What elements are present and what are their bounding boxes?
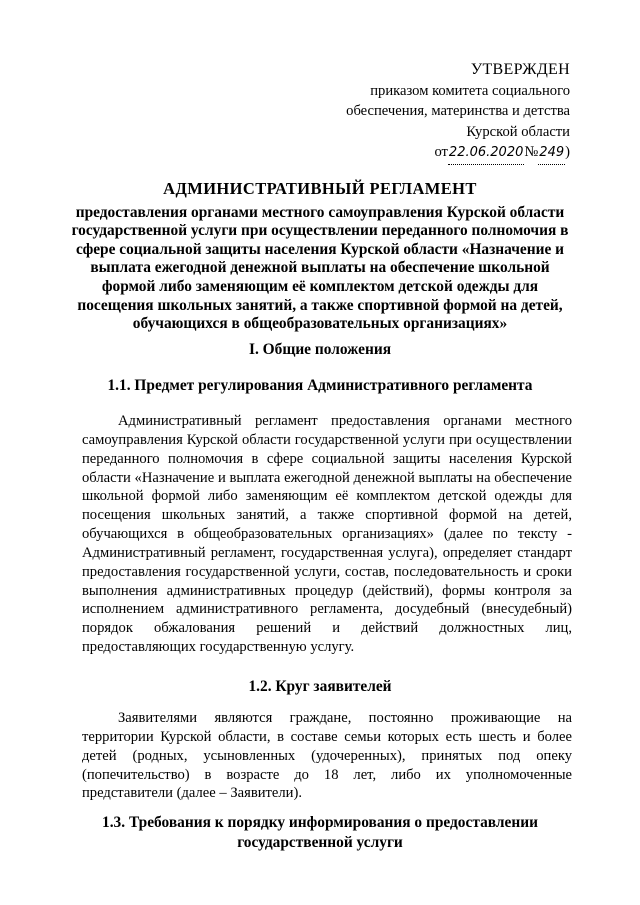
section-heading-1-3-line-2: государственной услуги: [237, 833, 403, 851]
date-prefix: от: [434, 144, 448, 160]
document-title: АДМИНИСТРАТИВНЫЙ РЕГЛАМЕНТ: [163, 179, 477, 198]
approval-heading: УТВЕРЖДЕН: [470, 61, 570, 78]
paragraph-1-1: Административный регламент предоставления органами местного самоуправления Курской области государственной услуги при осуществлении переданного полномочия в сфере социальной защиты населения Курской области «Назначение и выплата ежегодной денежной выплаты на обеспечение школьной формой либо заменяющим её комплектом детской одежды для посещения школьных занятий, а также спортивной формой на детей, обучающихся в общеобразовательных организациях» (далее по тексту - Административный регламент, государственная услуга), определяет стандарт предоставления государственной услуги, состав, последовательность и сроки выполнения административных процедур (действий), формы контроля за исполнением административного регламента, досудебный (внесудебный) порядок обжалования решений и действий должностных лиц, предоставляющих государственную услугу.: [82, 413, 572, 656]
approval-line-3: Курской области: [466, 123, 570, 140]
approval-stamp: [346, 60, 570, 165]
approval-line-1: приказом комитета социального: [370, 82, 570, 99]
approval-line-2: обеспечения, материнства и детства: [346, 103, 570, 119]
approval-date-number: [434, 142, 570, 165]
section-heading-1-3: [70, 813, 570, 852]
handwritten-number: 249: [538, 143, 565, 165]
handwritten-date: 22.06.2020: [448, 143, 524, 165]
number-prefix: №: [524, 144, 539, 160]
closing-paren: ): [565, 144, 570, 160]
section-heading-1-1: 1.1. Предмет регулирования Административного регламента: [107, 377, 533, 394]
section-heading-1-3-line-1: 1.3. Требования к порядку информирования о предоставлении: [102, 814, 538, 831]
section-heading-general: I. Общие положения: [248, 341, 392, 358]
document-title-block: [70, 180, 570, 334]
document-subtitle: предоставления органами местного самоуправления Курской области государственной услуги при осуществлении переданного полномочия в сфере социальной защиты населения Курской области «Назначение и выплата ежегодной денежной выплаты на обеспечение школьной формой либо заменяющим её комплектом детской одежды для посещения школьных занятий, а также спортивной формой на детей, обучающихся в общеобразовательных организациях»: [71, 203, 569, 333]
section-heading-1-2: 1.2. Круг заявителей: [248, 678, 392, 695]
paragraph-1-2: Заявителями являются граждане, постоянно проживающие на территории Курской области, в составе семьи которых есть шесть и более детей (родных, усыновленных (удочеренных), принятых под опеку (попечительство) в возрасте до 18 лет, либо их уполномоченные представители (далее – Заявители).: [82, 710, 572, 802]
